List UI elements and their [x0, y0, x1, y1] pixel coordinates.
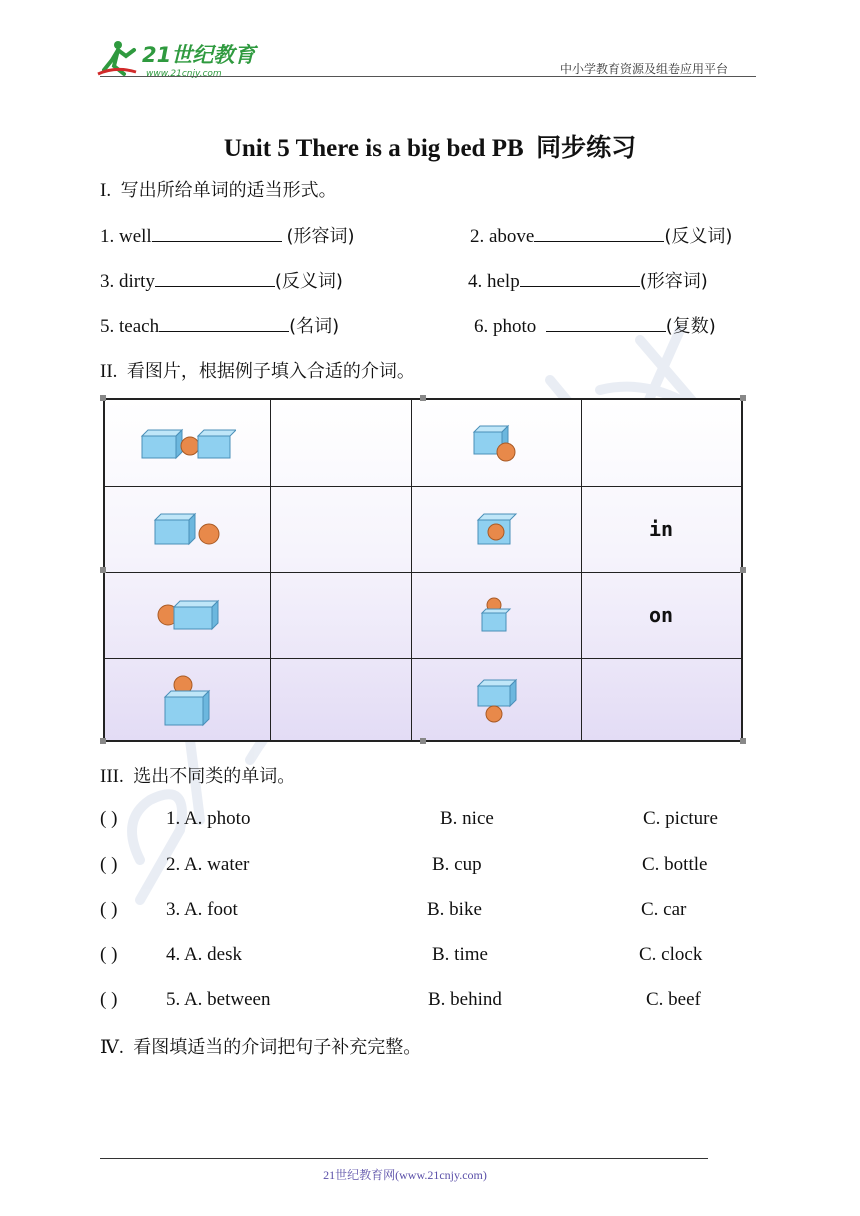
option-c: C. beef: [646, 989, 701, 1010]
option-b: B. bike: [427, 899, 482, 920]
word-form-item-3: [100, 267, 343, 293]
ball-in-box-icon: [474, 512, 518, 546]
worksheet-title: [0, 128, 860, 164]
answer-blank[interactable]: [534, 223, 664, 242]
section-1-heading: [100, 176, 337, 202]
runner-icon: [98, 41, 136, 74]
answer-cell-on: [581, 572, 741, 658]
answer-paren[interactable]: ( ): [100, 989, 118, 1010]
section-2-number: II.: [100, 361, 118, 382]
word-form-item-6: [474, 312, 716, 338]
answer-cell-in: [581, 486, 741, 572]
table-grid: [103, 398, 743, 742]
box-ball-box-icon: [140, 426, 236, 460]
option-b: B. cup: [432, 854, 482, 875]
item-word: 3. dirty: [100, 271, 155, 292]
title-chinese: 同步练习: [536, 133, 637, 162]
item-word: 2. above: [470, 226, 535, 247]
item-word: 1. well: [100, 226, 152, 247]
resize-handle[interactable]: [100, 395, 106, 401]
picture-ball-between-boxes: [105, 400, 270, 486]
section-4-text: 看图填适当的介词把句子补充完整。: [133, 1037, 422, 1058]
picture-ball-behind-box: [105, 572, 270, 658]
word-form-item-1: [100, 222, 355, 248]
preposition-on: on: [648, 603, 674, 627]
answer-blank[interactable]: [155, 268, 275, 287]
answer-blank[interactable]: [520, 268, 640, 287]
ball-on-box-icon: [478, 597, 514, 633]
section-4-heading: [100, 1033, 421, 1059]
section-3-heading: [100, 762, 295, 788]
header-divider: [100, 76, 756, 77]
picture-ball-above-box: [105, 658, 270, 744]
section-3-text: 选出不同类的单词。: [133, 766, 296, 787]
section-1-number: I.: [100, 180, 112, 201]
option-c: C. clock: [639, 944, 703, 965]
option-c: C. car: [641, 899, 687, 920]
footer-text: 21世纪教育网(www.21cnjy.com): [323, 1168, 487, 1182]
option-a: 1. A. photo: [166, 808, 251, 829]
picture-ball-in-box: [411, 486, 581, 572]
resize-handle[interactable]: [420, 395, 426, 401]
word-form-item-2: [470, 222, 732, 248]
footer-divider: [100, 1158, 708, 1159]
section-2-text: 看图片，根据例子填入合适的介词。: [126, 361, 415, 382]
item-hint: (反义词): [274, 271, 343, 292]
item-hint: (形容词): [639, 271, 708, 292]
section-2-heading: [100, 357, 415, 383]
answer-blank[interactable]: [152, 223, 282, 242]
option-a: 4. A. desk: [166, 944, 242, 965]
picture-ball-beside-box: [105, 486, 270, 572]
ball-under-box-icon: [474, 678, 518, 724]
resize-handle[interactable]: [100, 738, 106, 744]
item-hint: (复数): [665, 316, 716, 337]
resize-handle[interactable]: [420, 738, 426, 744]
header-slogan: 中小学教育资源及组卷应用平台: [560, 62, 729, 76]
item-hint: (名词): [289, 316, 340, 337]
option-a: 5. A. between: [166, 989, 271, 1010]
item-hint: (形容词): [286, 226, 355, 247]
column-divider: [270, 400, 271, 740]
answer-paren[interactable]: ( ): [100, 944, 118, 965]
logo-url: www.21cnjy.com: [146, 69, 222, 79]
ball-above-box-icon: [161, 675, 215, 727]
picture-ball-in-front-of-box: [411, 400, 581, 486]
option-c: C. bottle: [642, 854, 708, 875]
item-hint: (反义词): [664, 226, 733, 247]
section-4-number: Ⅳ.: [100, 1037, 124, 1058]
section-1-text: 写出所给单词的适当形式。: [120, 180, 337, 201]
title-english: Unit 5 There is a big bed PB: [223, 135, 524, 162]
answer-blank[interactable]: [159, 313, 289, 332]
answer-paren[interactable]: ( ): [100, 854, 118, 875]
option-b: B. behind: [428, 989, 502, 1010]
ball-behind-box-icon: [156, 599, 220, 631]
option-c: C. picture: [643, 808, 718, 829]
option-b: B. time: [432, 944, 488, 965]
item-word: 6. photo: [474, 316, 537, 337]
word-form-item-4: [468, 267, 708, 293]
site-logo: [96, 36, 266, 80]
preposition-picture-table: [103, 398, 747, 744]
picture-ball-under-box: [411, 658, 581, 744]
answer-paren[interactable]: ( ): [100, 899, 118, 920]
resize-handle[interactable]: [740, 567, 746, 573]
answer-paren[interactable]: ( ): [100, 808, 118, 829]
section-3-number: III.: [100, 766, 124, 787]
item-word: 4. help: [468, 271, 520, 292]
word-form-item-5: [100, 312, 339, 338]
item-word: 5. teach: [100, 316, 160, 337]
resize-handle[interactable]: [740, 738, 746, 744]
resize-handle[interactable]: [100, 567, 106, 573]
option-a: 2. A. water: [166, 854, 250, 875]
picture-ball-on-box: [411, 572, 581, 658]
answer-blank[interactable]: [546, 313, 666, 332]
logo-text: 21世纪教育: [142, 43, 256, 67]
box-ball-front-icon: [470, 424, 522, 462]
resize-handle[interactable]: [740, 395, 746, 401]
option-a: 3. A. foot: [166, 899, 238, 920]
option-b: B. nice: [440, 808, 494, 829]
preposition-in: in: [648, 517, 674, 541]
box-ball-beside-icon: [153, 512, 223, 546]
